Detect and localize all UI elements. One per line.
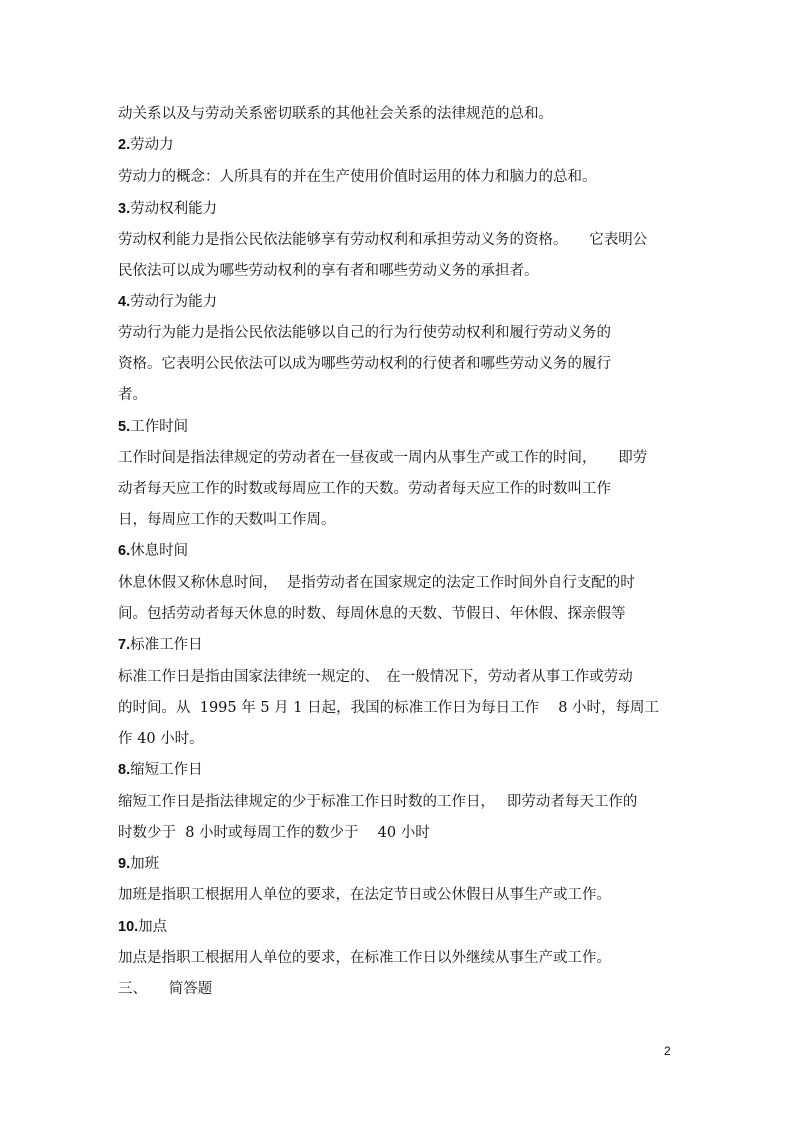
heading-number: 8. [118,762,131,778]
heading-number: 5. [118,419,131,435]
heading-labor-rights-capacity [118,199,217,219]
heading-rest-time [118,541,188,561]
heading-labor-act-capacity [118,292,217,312]
heading-working-time [118,417,188,437]
heading-number: 9. [118,856,131,872]
paragraph-line: 工作时间是指法律规定的劳动者在一昼夜或一周内从事生产或工作的时间， 即劳 [118,450,648,466]
paragraph-line: 的时间。从 1995 年 5 月 1 日起，我国的标准工作日为每日工作 8 小时，每周工 [118,700,660,716]
heading-number: 2. [118,137,131,153]
paragraph-line: 动关系以及与劳动关系密切联系的其他社会关系的法律规范的总和。 [118,106,553,122]
heading-text: 休息时间 [130,543,189,559]
heading-text: 缩短工作日 [130,762,203,778]
heading-number: 4. [118,294,131,310]
paragraph-line: 劳动行为能力是指公民依法能够以自己的行为行使劳动权利和履行劳动义务的 [118,325,611,341]
paragraph-line: 加班是指职工根据用人单位的要求，在法定节日或公休假日从事生产或工作。 [118,887,611,903]
section-heading: 三、 简答题 [118,981,213,997]
paragraph-line: 劳动力的概念：人所具有的并在生产使用价值时运用的体力和脑力的总和。 [118,169,597,185]
heading-text: 劳动权利能力 [130,201,218,217]
paragraph-line: 作 40 小时。 [118,731,204,747]
heading-text: 工作时间 [130,419,189,435]
heading-overtime [118,854,159,874]
heading-text: 劳动力 [130,137,174,153]
heading-number: 6. [118,543,131,559]
heading-number: 3. [118,201,131,217]
paragraph-line: 者。 [118,387,147,403]
heading-text: 劳动行为能力 [130,294,218,310]
paragraph-line: 劳动权利能力是指公民依法能够享有劳动权利和承担劳动义务的资格。 它表明公 [118,232,648,248]
heading-number: 10. [118,919,139,935]
paragraph-line: 间。包括劳动者每天休息的时数、每周休息的天数、节假日、年休假、探亲假等 [118,606,626,622]
paragraph-line: 休息休假又称休息时间， 是指劳动者在国家规定的法定工作时间外自行支配的时 [118,575,635,591]
heading-number: 7. [118,637,131,653]
paragraph-line: 缩短工作日是指法律规定的少于标准工作日时数的工作日， 即劳动者每天工作的 [118,794,638,810]
paragraph-line: 加点是指职工根据用人单位的要求，在标准工作日以外继续从事生产或工作。 [118,950,611,966]
heading-extra-hours [118,917,167,937]
paragraph-line: 标准工作日是指由国家法律统一规定的、 在一般情况下，劳动者从事工作或劳动 [118,669,633,685]
paragraph-line: 日，每周应工作的天数叫工作周。 [118,512,336,528]
heading-labor-force [118,135,174,155]
paragraph-line: 民依法可以成为哪些劳动权利的享有者和哪些劳动义务的承担者。 [118,263,539,279]
heading-text: 标准工作日 [130,637,203,653]
paragraph-line: 时数少于 8 小时或每周工作的数少于 40 小时 [118,825,430,841]
paragraph-line: 资格。它表明公民依法可以成为哪些劳动权利的行使者和哪些劳动义务的履行 [118,356,611,372]
heading-text: 加班 [130,856,160,872]
paragraph-line: 动者每天应工作的时数或每周应工作的天数。劳动者每天应工作的时数叫工作 [118,481,611,497]
page-number: 2 [664,1044,671,1058]
heading-standard-workday [118,635,203,655]
heading-text: 加点 [138,919,168,935]
heading-shortened-workday [118,760,203,780]
